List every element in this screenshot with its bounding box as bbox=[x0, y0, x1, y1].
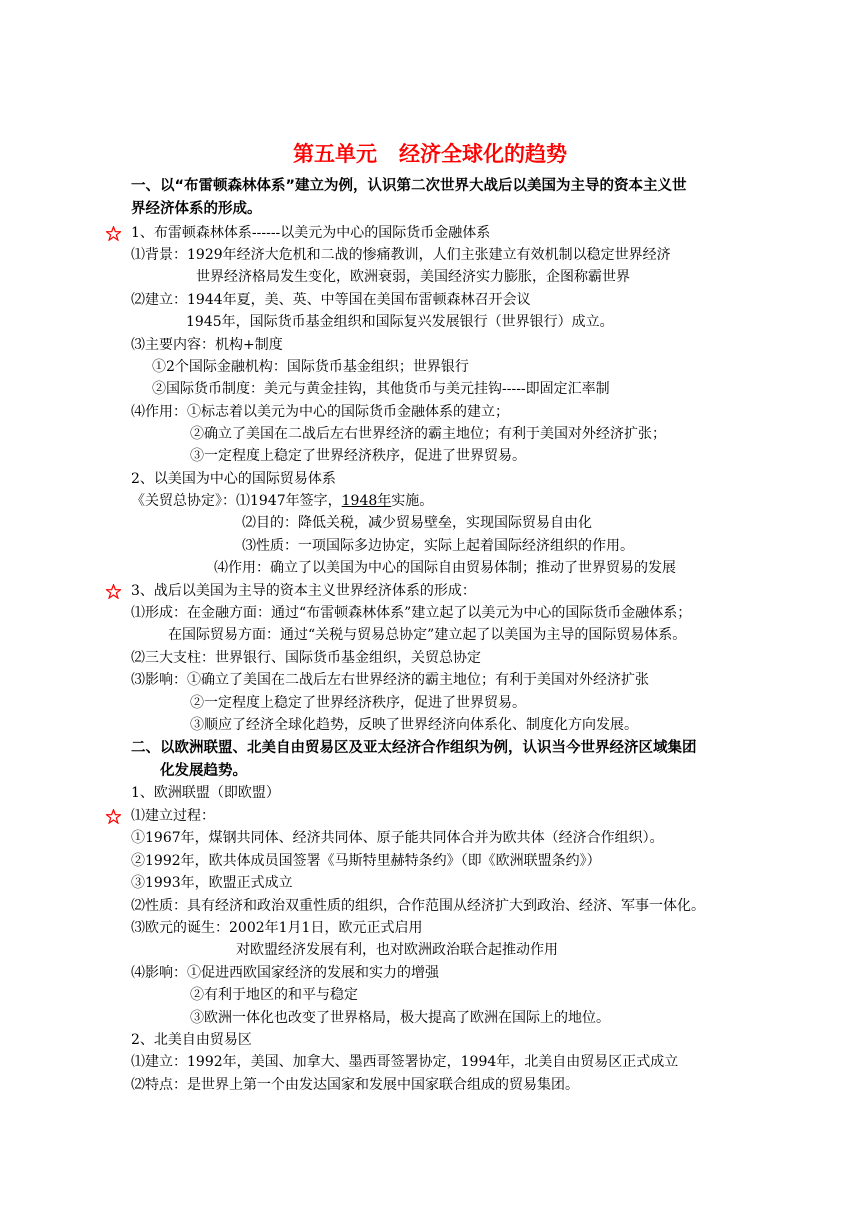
star-outline-icon bbox=[106, 226, 121, 241]
document-title: 第五单元 经济全球化的趋势 bbox=[293, 142, 567, 166]
text-line: ②确立了美国在二战后左右世界经济的霸主地位；有利于美国对外经济扩张； bbox=[190, 426, 666, 442]
text-line: ⑶欧元的诞生：2002年1月1日，欧元正式启用 bbox=[131, 920, 423, 936]
text-line: ⑵性质：具有经济和政治双重性质的组织，合作范围从经济扩大到政治、经济、军事一体化。 bbox=[131, 898, 705, 914]
text-line: ⑶主要内容：机构+制度 bbox=[131, 337, 283, 353]
star-outline-icon bbox=[106, 809, 121, 824]
text-line bbox=[131, 492, 433, 510]
text-line: ①2个国际金融机构：国际货币基金组织；世界银行 bbox=[152, 359, 469, 375]
text-line: ⑵特点：是世界上第一个由发达国家和发展中国家联合组成的贸易集团。 bbox=[131, 1077, 579, 1093]
text-line: ②1992年，欧共体成员国签署《马斯特里赫特条约》（即《欧洲联盟条约》） bbox=[131, 853, 601, 869]
text-line: 2、北美自由贸易区 bbox=[131, 1032, 252, 1048]
text-line: ③一定程度上稳定了世界经济秩序，促进了世界贸易。 bbox=[190, 448, 526, 464]
text-line: ②一定程度上稳定了世界经济秩序，促进了世界贸易。 bbox=[190, 695, 526, 711]
section-heading-2-cont: 化发展趋势。 bbox=[160, 763, 247, 779]
text-line: ⑴形成：在金融方面：通过“布雷顿森林体系”建立起了以美元为中心的国际货币金融体系； bbox=[131, 605, 692, 621]
text-line: 1、欧洲联盟（即欧盟） bbox=[131, 785, 280, 801]
text-line: ⑴背景：1929年经济大危机和二战的惨痛教训，人们主张建立有效机制以稳定世界经济 bbox=[131, 247, 671, 263]
text-line: ③1993年，欧盟正式成立 bbox=[131, 875, 293, 891]
text-line: 2、以美国为中心的国际贸易体系 bbox=[131, 471, 336, 487]
text-span: 实施。 bbox=[391, 493, 434, 509]
text-line: ⑴建立：1992年，美国、加拿大、墨西哥签署协定，1994年，北美自由贸易区正式成立 bbox=[131, 1054, 679, 1070]
text-line: ⑵目的：降低关税，减少贸易壁垒，实现国际贸易自由化 bbox=[242, 515, 592, 531]
section-heading-2: 二、以欧洲联盟、北美自由贸易区及亚太经济合作组织为例，认识当今世界经济区域集团 bbox=[131, 740, 697, 756]
text-line: ⑵建立：1944年夏，美、英、中等国在美国布雷顿森林召开会议 bbox=[131, 292, 531, 308]
text-line: ③顺应了经济全球化趋势，反映了世界经济向体系化、制度化方向发展。 bbox=[190, 717, 638, 733]
text-line: 3、战后以美国为主导的资本主义世界经济体系的形成： bbox=[131, 583, 476, 599]
text-line: ②有利于地区的和平与稳定 bbox=[190, 987, 358, 1003]
section-heading-1-cont: 界经济体系的形成。 bbox=[131, 201, 262, 217]
text-line: 1945年，国际货币基金组织和国际复兴发展银行（世界银行）成立。 bbox=[186, 314, 614, 330]
underlined-year: 1948年 bbox=[341, 493, 392, 509]
text-line: ⑵三大支柱：世界银行、国际货币基金组织，关贸总协定 bbox=[131, 650, 481, 666]
text-line: ③欧洲一体化也改变了世界格局，极大提高了欧洲在国际上的地位。 bbox=[190, 1010, 610, 1026]
text-line: 在国际贸易方面：通过“关税与贸易总协定”建立起了以美国为主导的国际贸易体系。 bbox=[168, 627, 687, 643]
text-line: ⑷作用：确立了以美国为中心的国际自由贸易体制；推动了世界贸易的发展 bbox=[214, 560, 676, 576]
text-line: ⑷作用：①标志着以美元为中心的国际货币金融体系的建立； bbox=[131, 404, 509, 420]
text-line: ②国际货币制度：美元与黄金挂钩，其他货币与美元挂钩-----即固定汇率制 bbox=[152, 381, 610, 397]
text-line: ⑴建立过程： bbox=[131, 808, 215, 824]
text-line: ⑶影响：①确立了美国在二战后左右世界经济的霸主地位；有利于美国对外经济扩张 bbox=[131, 672, 649, 688]
text-span: 《关贸总协定》：⑴1947年签字， bbox=[131, 493, 342, 509]
text-line: ①1967年，煤钢共同体、经济共同体、原子能共同体合并为欧共体（经济合作组织）。 bbox=[131, 830, 664, 846]
section-heading-1: 一、以“布雷顿森林体系”建立为例，认识第二次世界大战后以美国为主导的资本主义世 bbox=[131, 178, 687, 194]
text-line: 世界经济格局发生变化，欧洲衰弱，美国经济实力膨胀，企图称霸世界 bbox=[196, 269, 630, 285]
text-line: ⑶性质：一项国际多边协定，实际上起着国际经济组织的作用。 bbox=[242, 538, 634, 554]
star-outline-icon bbox=[106, 584, 121, 599]
text-line: ⑷影响：①促进西欧国家经济的发展和实力的增强 bbox=[131, 965, 439, 981]
text-line: 对欧盟经济发展有利，也对欧洲政治联合起推动作用 bbox=[236, 942, 558, 958]
text-line: 1、布雷顿森林体系------以美元为中心的国际货币金融体系 bbox=[131, 225, 491, 241]
